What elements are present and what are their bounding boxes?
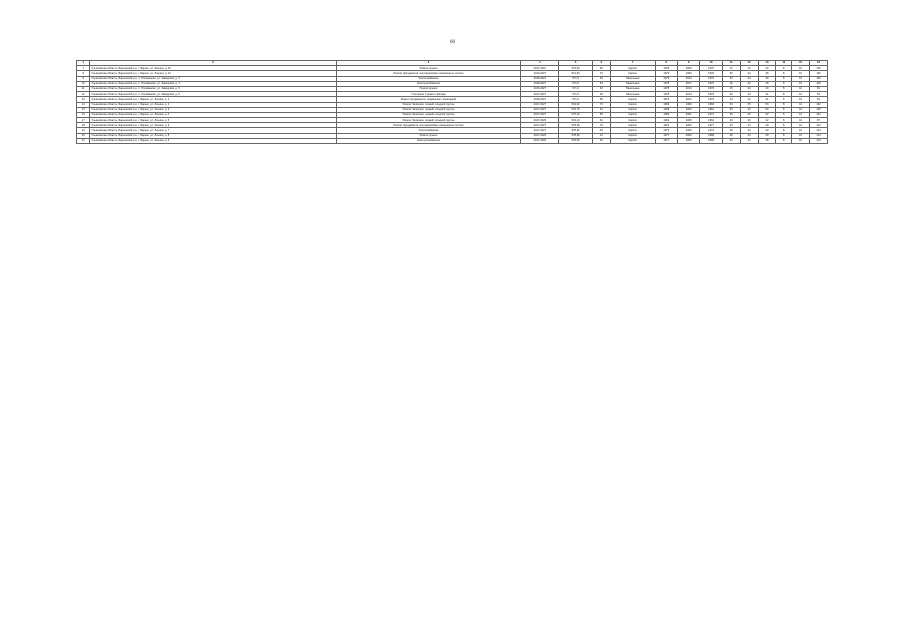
table-cell: Кирпич (610, 107, 655, 112)
table-cell: Кирпич (610, 112, 655, 117)
table-cell: 36 (722, 112, 740, 117)
table-cell: Ульяновская область, Барышский р-н, г. Барыш, ул. Ленина, д. 8 (90, 133, 336, 138)
table-cell: 13 (722, 97, 740, 102)
table-cell: 10 (792, 118, 810, 123)
table-cell: 24 (740, 128, 758, 133)
table-cell: 1979 (700, 86, 722, 91)
table-cell: 60 (722, 107, 740, 112)
table-cell: 2017-2029 (521, 118, 559, 123)
table-cell: 2017-2029 (521, 138, 559, 143)
table-cell: Ремонт балконов, лоджий, входной группы (336, 107, 521, 112)
table-cell: 45 (740, 102, 758, 107)
column-header: 9 (677, 61, 699, 66)
table-cell: 578,36 (559, 138, 593, 143)
table-cell: Ульяновская область, Барышский р-н, г. Барыш, ул. Ленина, д. 3 (90, 107, 336, 112)
table-cell: 16 (722, 92, 740, 97)
table-cell: 1979 (700, 81, 722, 86)
table-cell: 31 (592, 133, 610, 138)
table-cell: 2009 (677, 66, 699, 71)
table-cell: 1969 (655, 102, 677, 107)
table-cell: 2019-2027 (521, 71, 559, 76)
table-cell: 571,6 (559, 86, 593, 91)
table-cell: Ульяновская область, Барышский р-н, г. Барыш, ул. Ленина, д. 5 (90, 118, 336, 123)
table-cell: 2017-2027 (521, 112, 559, 117)
table-cell: 29 (758, 81, 776, 86)
table-cell: 21 (77, 138, 90, 143)
table-cell: 63 (592, 76, 610, 81)
table-cell: 15 (77, 107, 90, 112)
table-cell: 2017 (677, 81, 699, 86)
table-cell: Электроснабжение (336, 138, 521, 143)
table-cell: Кирпич (610, 66, 655, 71)
table-cell: 578,36 (559, 128, 593, 133)
table-cell: Кирпич (610, 97, 655, 102)
table-cell: 1972 (655, 128, 677, 133)
table-cell: 1978 (655, 66, 677, 71)
table-cell: 10 (792, 92, 810, 97)
table-cell: Ульяновская область, Барышский р-н, п. Поливаново, ул. Заводская, д. 4 (90, 81, 336, 86)
table-cell: 14 (77, 102, 90, 107)
column-header: 11 (722, 61, 740, 66)
table-cell: Ульяновская область, Барышский р-н, г. Барыш, ул. Ленина, д. 6 (90, 123, 336, 128)
table-cell: 1969 (655, 107, 677, 112)
table-cell: Кирпич (610, 102, 655, 107)
table-cell: 17 (77, 118, 90, 123)
table-cell: Ремонт крыши (336, 86, 521, 91)
table-cell: 70 (592, 123, 610, 128)
table-cell: 10 (77, 81, 90, 86)
table-cell: 523,14 (559, 118, 593, 123)
table-cell: 2016-2027 (521, 86, 559, 91)
table-cell: 8 (776, 123, 792, 128)
column-header: 16 (810, 61, 828, 66)
table-cell: 10 (792, 138, 810, 143)
table-cell: 10 (792, 107, 810, 112)
table-cell: 1969 (655, 112, 677, 117)
table-cell: 2006 (677, 123, 699, 128)
table-cell: 2017-2027 (521, 102, 559, 107)
table-cell: 19 (77, 128, 90, 133)
table-cell: 20 (758, 66, 776, 71)
table-cell: 578,36 (559, 133, 593, 138)
table-cell: 576,20 (559, 112, 593, 117)
table-cell: 8 (776, 138, 792, 143)
table-cell: 114 (810, 138, 828, 143)
table-cell: 2018-2021 (521, 76, 559, 81)
table-cell: 40 (592, 138, 610, 143)
table-cell: 81 (810, 97, 828, 102)
table-cell: 61 (592, 107, 610, 112)
table-cell: 101 (810, 112, 828, 117)
column-header: 8 (655, 61, 677, 66)
table-cell: 10 (792, 133, 810, 138)
column-header: 2 (90, 61, 336, 66)
table-cell: Электроснабжение (336, 81, 521, 86)
table-cell: Ульяновская область, Барышский р-н, п. Поливаново, ул. Заводская, д. 6 (90, 92, 336, 97)
table-cell: 29 (758, 123, 776, 128)
table-cell: 571,6 (559, 97, 593, 102)
table-cell: 63 (592, 81, 610, 86)
table-cell: 24 (740, 138, 758, 143)
table-cell: 23 (740, 81, 758, 86)
table-cell: 22 (758, 118, 776, 123)
table-cell: Ремонт фундамента, внутридомовых инженерных систем (336, 71, 521, 76)
column-header: 1 (77, 61, 90, 66)
table-cell: 10 (792, 112, 810, 117)
table-cell: 10 (792, 66, 810, 71)
table-cell: 10 (792, 86, 810, 91)
table-cell: 2006 (677, 133, 699, 138)
table-cell: Утепление и ремонт фасада (336, 92, 521, 97)
table-cell: 8 (776, 133, 792, 138)
table-cell: 9 (77, 76, 90, 81)
table-cell: 1968 (700, 133, 722, 138)
table-cell: Ульяновская область, Барышский р-н, г. Барыш, ул. Ленина, д. 2 (90, 102, 336, 107)
table-cell: 8 (776, 66, 792, 71)
table-cell: Ульяновская область, Барышский р-н, п. Поливаново, ул. Заводская, д. 5 (90, 86, 336, 91)
table-cell: 8 (776, 107, 792, 112)
table-cell: 40 (740, 118, 758, 123)
table-cell: 28 (758, 138, 776, 143)
table-cell: 13 (740, 66, 758, 71)
table-cell: 2006 (677, 138, 699, 143)
table-cell: 135 (810, 107, 828, 112)
table-cell: 24 (740, 97, 758, 102)
column-header: 14 (776, 61, 792, 66)
table-cell: 1978 (700, 71, 722, 76)
table-cell: 29 (758, 86, 776, 91)
table-cell: 575,76 (559, 107, 593, 112)
table-cell: 29 (758, 128, 776, 133)
table-cell: 2018-2027 (521, 81, 559, 86)
table-cell: 1968 (700, 102, 722, 107)
table-cell: 8 (776, 97, 792, 102)
table-cell: 20 (722, 138, 740, 143)
table-cell: 8 (776, 118, 792, 123)
table-cell: 2017-2021 (521, 66, 559, 71)
table-cell: 1978 (655, 86, 677, 91)
table-cell: 10 (792, 71, 810, 76)
table-cell: 20 (77, 133, 90, 138)
table-cell: 564,02 (559, 102, 593, 107)
table-cell: 102 (810, 102, 828, 107)
table-cell: Ульяновская область, Барышский р-н, п. Поливаново, ул. Заводская, д. 3 (90, 76, 336, 81)
table-cell: 10 (792, 97, 810, 102)
table-cell: 1954 (700, 107, 722, 112)
table-cell: 7 (77, 66, 90, 71)
table-cell: 1972 (700, 112, 722, 117)
table-cell: 2014 (677, 86, 699, 91)
table-cell: 571,6 (559, 76, 593, 81)
table-cell: 70 (592, 71, 610, 76)
table-cell: 2017-2027 (521, 107, 559, 112)
table-cell: 10 (792, 123, 810, 128)
table-cell: Ульяновская область, Барышский р-н, г. Барыш, ул. Ленина, д. 4 (90, 112, 336, 117)
table-cell: 1977 (655, 138, 677, 143)
table-cell: 24 (740, 76, 758, 81)
table-cell: 8 (776, 81, 792, 86)
table-cell: 1968 (700, 138, 722, 143)
table-cell: Панельные (610, 76, 655, 81)
register-table (76, 60, 828, 144)
table-cell: 1979 (655, 81, 677, 86)
table-cell: 2014 (677, 76, 699, 81)
table-cell: Теплоснабжение (336, 128, 521, 133)
table-cell: Панельные (610, 81, 655, 86)
column-header: 5 (559, 61, 593, 66)
table-cell: 571,6 (559, 92, 593, 97)
table-cell: 40 (740, 112, 758, 117)
table-cell: 8 (77, 71, 90, 76)
table-cell: 2014 (677, 97, 699, 102)
table-cell: 2017-2027 (521, 123, 559, 128)
table-cell: Ремонт крыши (336, 133, 521, 138)
table-cell: Ульяновская область, Барышский р-н, г. Барыш, ул. Ленина, д. 24 (90, 71, 336, 76)
register-table-sheet (76, 60, 828, 144)
table-cell: 114 (810, 123, 828, 128)
table-cell: 571,6 (559, 81, 593, 86)
column-header: 13 (758, 61, 776, 66)
table-cell: Ремонт фундамента, подвальных помещений (336, 97, 521, 102)
table-cell: 50 (758, 107, 776, 112)
table-cell: 29 (758, 133, 776, 138)
table-cell: Ульяновская область, Барышский р-н, г. Барыш, ул. Ленина, д. 1 (90, 97, 336, 102)
table-cell: Ремонт балконов, лоджий, входной группы (336, 112, 521, 117)
table-cell: Панельные (610, 86, 655, 91)
table-cell: Ульяновская область, Барышский р-н, г. Барыш, ул. Ленина, д. 19 (90, 66, 336, 71)
table-row (77, 138, 828, 143)
table-cell: Ремонт балконов, лоджий, входной группы (336, 118, 521, 123)
table-cell: 1962 (700, 118, 722, 123)
table-cell: 114 (810, 133, 828, 138)
table-cell: 52 (758, 112, 776, 117)
table-cell: 50 (758, 102, 776, 107)
table-cell: 69 (592, 66, 610, 71)
column-header: 7 (610, 61, 655, 66)
table-cell: 114 (810, 128, 828, 133)
table-cell: 13 (77, 97, 90, 102)
table-cell: 23 (740, 86, 758, 91)
table-cell: 81 (810, 92, 828, 97)
column-header: 3 (336, 61, 521, 66)
table-cell: Кирпич (610, 138, 655, 143)
table-cell: 1979 (700, 76, 722, 81)
table-cell: Кирпич (610, 118, 655, 123)
table-cell: 1979 (655, 71, 677, 76)
table-cell: 20 (722, 123, 740, 128)
table-cell: 24 (740, 123, 758, 128)
table-cell: 2018-2027 (521, 97, 559, 102)
table-cell: 100 (810, 81, 828, 86)
table-cell: 514,60 (559, 71, 593, 76)
table-cell: 1974 (655, 97, 677, 102)
table-cell: 8 (776, 112, 792, 117)
table-cell: 65 (592, 112, 610, 117)
register-table-body (77, 61, 828, 144)
table-cell: 10 (792, 102, 810, 107)
table-cell: Кирпич (610, 71, 655, 76)
table-cell: 24 (740, 92, 758, 97)
table-cell: 8 (776, 86, 792, 91)
table-cell: 1962 (655, 118, 677, 123)
table-cell: 2017-2029 (521, 133, 559, 138)
table-cell: 18 (77, 123, 90, 128)
table-cell: 64 (722, 102, 740, 107)
page-number: 66 (450, 40, 455, 45)
table-cell: 60 (722, 71, 740, 76)
table-cell: 578,36 (559, 123, 593, 128)
table-cell: 2014 (677, 92, 699, 97)
table-cell: 81 (810, 86, 828, 91)
table-cell: 20 (722, 133, 740, 138)
table-cell: 2008 (677, 118, 699, 123)
table-cell: 1979 (655, 76, 677, 81)
table-cell: 28 (758, 71, 776, 76)
table-cell: 45 (592, 128, 610, 133)
table-cell: 1972 (655, 123, 677, 128)
table-cell: Ульяновская область, Барышский р-н, г. Барыш, ул. Ленина, д. 7 (90, 128, 336, 133)
table-cell: 1979 (700, 97, 722, 102)
table-cell: 15 (722, 86, 740, 91)
table-cell: 61 (592, 118, 610, 123)
column-header: 4 (521, 61, 559, 66)
table-cell: 10 (792, 76, 810, 81)
table-cell: 8 (776, 92, 792, 97)
table-cell: 2001 (677, 112, 699, 117)
table-cell: 1977 (700, 123, 722, 128)
table-cell: 8 (776, 76, 792, 81)
table-cell: 31 (758, 97, 776, 102)
table-cell: 574,63 (559, 66, 593, 71)
table-cell: 70 (722, 66, 740, 71)
table-cell: 135 (810, 71, 828, 76)
table-cell: Ремонт крыши (336, 66, 521, 71)
table-cell: Кирпич (610, 133, 655, 138)
table-cell: Панельные (610, 92, 655, 97)
table-cell: 2000 (677, 128, 699, 133)
table-cell: 40 (722, 118, 740, 123)
table-cell: 2000 (677, 107, 699, 112)
table-cell: 100 (810, 76, 828, 81)
table-cell: Ремонт балконов, лоджий, входной группы (336, 102, 521, 107)
table-cell: Ульяновская область, Барышский р-н, г. Барыш, ул. Ленина, д. 9 (90, 138, 336, 143)
table-cell: 1973 (700, 128, 722, 133)
table-cell: Кирпич (610, 123, 655, 128)
table-cell: 2017-2027 (521, 128, 559, 133)
table-cell: 10 (792, 81, 810, 86)
table-cell: 70 (592, 102, 610, 107)
table-cell: 62 (592, 86, 610, 91)
table-cell: 48 (722, 128, 740, 133)
table-cell: Теплоснабжение (336, 76, 521, 81)
table-cell: 63 (592, 92, 610, 97)
table-cell: 30 (758, 76, 776, 81)
table-cell: 40 (740, 107, 758, 112)
table-cell: 2017-2027 (521, 92, 559, 97)
table-cell: 1975 (655, 92, 677, 97)
table-cell: 1975 (700, 66, 722, 71)
table-cell: 11 (77, 86, 90, 91)
table-cell: 24 (740, 133, 758, 138)
table-cell: 87 (810, 118, 828, 123)
table-cell: Ремонт фундамента, внутридомовых инженерных систем (336, 123, 521, 128)
table-cell: Кирпич (610, 128, 655, 133)
table-cell: 1977 (655, 133, 677, 138)
table-cell: 1979 (700, 92, 722, 97)
column-header: 10 (700, 61, 722, 66)
table-cell: 10 (792, 128, 810, 133)
column-header: 15 (792, 61, 810, 66)
table-cell: 65 (592, 97, 610, 102)
column-header: 6 (592, 61, 610, 66)
table-cell: 135 (810, 66, 828, 71)
table-cell: 31 (758, 92, 776, 97)
table-cell: 1999 (677, 102, 699, 107)
table-cell: 40 (722, 81, 740, 86)
column-header: 12 (740, 61, 758, 66)
table-cell: 12 (77, 92, 90, 97)
table-cell: 8 (776, 71, 792, 76)
table-cell: 1990 (677, 71, 699, 76)
table-cell: 24 (740, 71, 758, 76)
table-cell: 8 (776, 102, 792, 107)
table-cell: 8 (776, 128, 792, 133)
table-cell: 16 (77, 112, 90, 117)
table-cell: 64 (722, 76, 740, 81)
